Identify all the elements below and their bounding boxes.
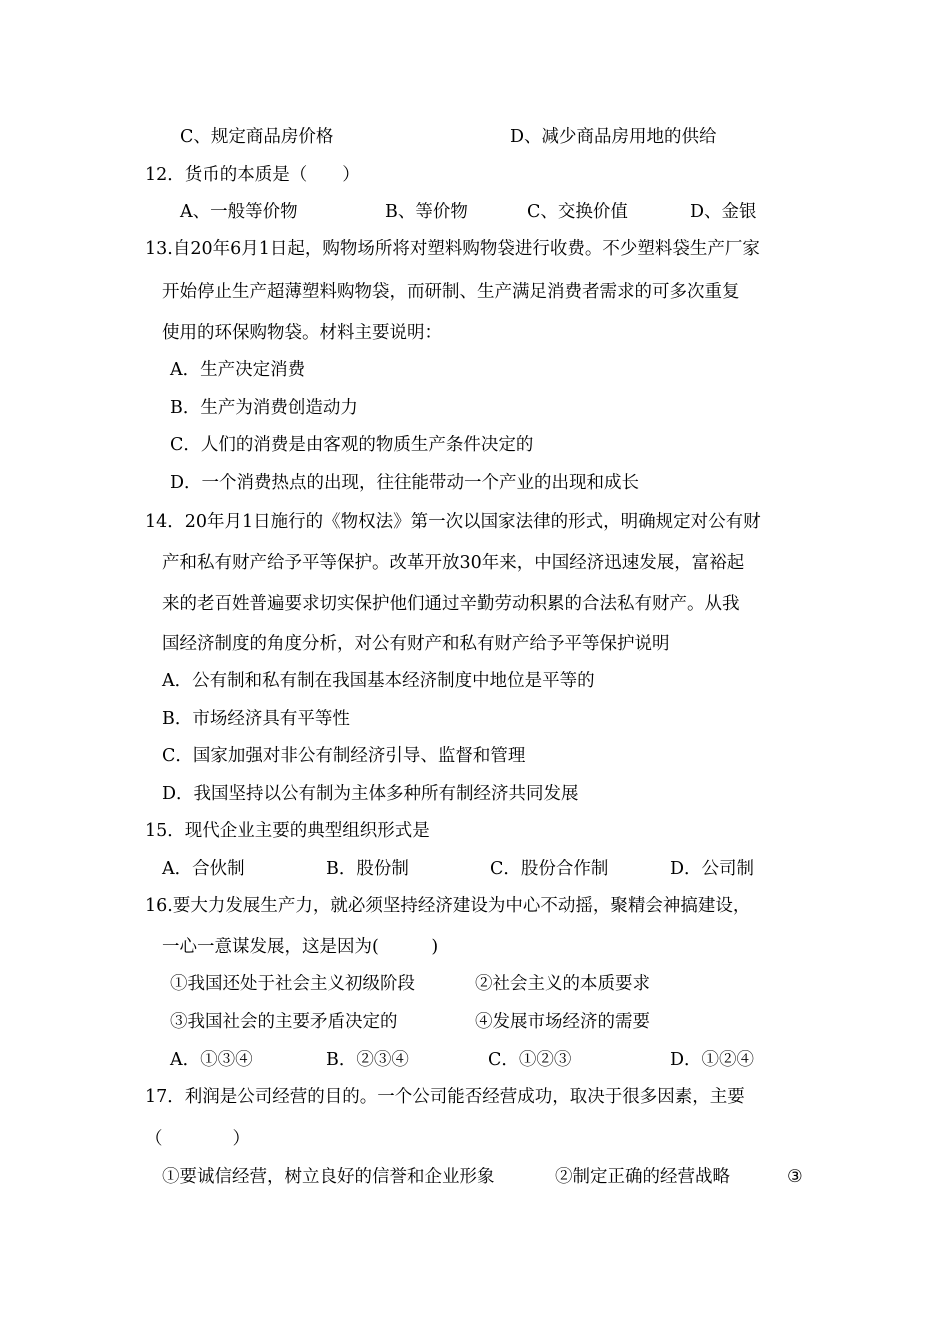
q15-option-b: B．股份制 xyxy=(326,859,409,879)
q13-stem-line-1: 13.自20年6月1日起，购物场所将对塑料购物袋进行收费。不少塑料袋生产厂家 xyxy=(145,239,760,259)
q16-option-d: D．①②④ xyxy=(670,1050,755,1070)
q16-items-row-2 xyxy=(0,1010,950,1034)
q15-options xyxy=(0,857,950,881)
q13-option-b: B．生产为消费创造动力 xyxy=(170,398,358,418)
q11-option-d: D、减少商品房用地的供给 xyxy=(510,127,717,147)
q17-item-2: ②制定正确的经营战略 xyxy=(555,1167,730,1187)
q14-option-b: B．市场经济具有平等性 xyxy=(162,709,350,729)
q14-stem-line-2: 产和私有财产给予平等保护。改革开放30年来，中国经济迅速发展，富裕起 xyxy=(162,553,745,573)
q11-options xyxy=(0,125,950,149)
q14-stem-line-3: 来的老百姓普遍要求切实保护他们通过辛勤劳动积累的合法私有财产。从我 xyxy=(162,594,740,614)
q12-option-d: D、金银 xyxy=(690,202,757,222)
q16-option-a: A．①③④ xyxy=(170,1050,253,1070)
q14-stem-line-1: 14．20年月1日施行的《物权法》第一次以国家法律的形式，明确规定对公有财 xyxy=(145,512,761,532)
q16-option-b: B．②③④ xyxy=(326,1050,409,1070)
q16-item-2: ②社会主义的本质要求 xyxy=(475,974,650,994)
q12-option-b: B、等价物 xyxy=(385,202,468,222)
q16-item-1: ①我国还处于社会主义初级阶段 xyxy=(170,974,415,994)
q17-item-3-start: ③ xyxy=(787,1167,803,1187)
q11-option-c: C、规定商品房价格 xyxy=(180,127,334,147)
q17-stem-line-2: （ ） xyxy=(145,1129,250,1149)
q17-stem-line-1: 17．利润是公司经营的目的。一个公司能否经营成功，取决于很多因素，主要 xyxy=(145,1087,745,1107)
q16-stem-line-2: 一心一意谋发展，这是因为( ) xyxy=(162,937,439,957)
q12-stem: 12．货币的本质是（ ） xyxy=(145,165,360,185)
q14-option-d: D．我国坚持以公有制为主体多种所有制经济共同发展 xyxy=(162,784,579,804)
q15-option-a: A．合伙制 xyxy=(162,859,245,879)
q12-option-a: A、一般等价物 xyxy=(180,202,298,222)
q17-items-row-1 xyxy=(0,1165,950,1189)
q17-item-1: ①要诚信经营，树立良好的信誉和企业形象 xyxy=(162,1167,495,1187)
q14-stem-line-4: 国经济制度的角度分析，对公有财产和私有财产给予平等保护说明 xyxy=(162,634,670,654)
q14-option-c: C．国家加强对非公有制经济引导、监督和管理 xyxy=(162,746,526,766)
q13-option-d: D．一个消费热点的出现，往往能带动一个产业的出现和成长 xyxy=(170,473,640,493)
q15-stem: 15．现代企业主要的典型组织形式是 xyxy=(145,821,430,841)
q12-options xyxy=(0,200,950,224)
q16-stem-line-1: 16.要大力发展生产力，就必须坚持经济建设为中心不动摇，聚精会神搞建设， xyxy=(145,896,751,916)
q16-item-4: ④发展市场经济的需要 xyxy=(475,1012,650,1032)
q13-option-c: C．人们的消费是由客观的物质生产条件决定的 xyxy=(170,435,534,455)
q16-item-3: ③我国社会的主要矛盾决定的 xyxy=(170,1012,398,1032)
q16-options xyxy=(0,1048,950,1072)
q15-option-c: C．股份合作制 xyxy=(490,859,609,879)
q15-option-d: D．公司制 xyxy=(670,859,755,879)
q13-option-a: A．生产决定消费 xyxy=(170,360,306,380)
q13-stem-line-3: 使用的环保购物袋。材料主要说明： xyxy=(162,323,442,343)
q16-items-row-1 xyxy=(0,972,950,996)
q16-option-c: C．①②③ xyxy=(488,1050,572,1070)
q14-option-a: A．公有制和私有制在我国基本经济制度中地位是平等的 xyxy=(162,671,595,691)
q13-stem-line-2: 开始停止生产超薄塑料购物袋，而研制、生产满足消费者需求的可多次重复 xyxy=(162,282,740,302)
q12-option-c: C、交换价值 xyxy=(527,202,628,222)
